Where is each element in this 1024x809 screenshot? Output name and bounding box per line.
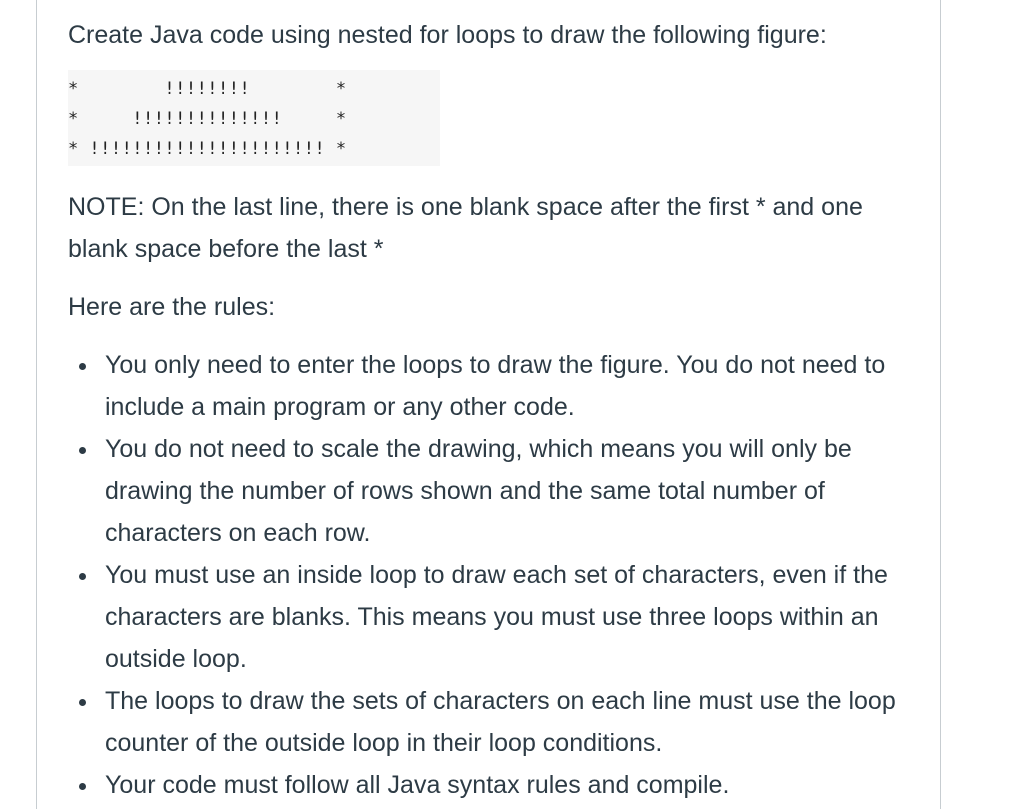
- rule-item: [68, 764, 905, 806]
- note-text: NOTE: On the last line, there is one blank space after the first * and one blank space before the last *: [68, 193, 863, 263]
- rule-item: [68, 680, 905, 764]
- content-border-right: [940, 0, 941, 809]
- figure-row-2: * !!!!!!!!!!!!!! *: [68, 109, 347, 129]
- bullet-icon: [79, 447, 86, 454]
- rule-item: [68, 428, 905, 554]
- bullet-icon: [79, 699, 86, 706]
- content-border-left: [36, 0, 37, 809]
- rule-text: Your code must follow all Java syntax rules and compile.: [105, 771, 730, 799]
- rule-text: You do not need to scale the drawing, which means you will only be drawing the number of rows shown and the same total number of characters on each row.: [105, 435, 852, 547]
- question-content: [68, 14, 918, 806]
- rules-heading: Here are the rules:: [68, 293, 276, 321]
- rule-text: You must use an inside loop to draw each set of characters, even if the characters are blanks. This means you must use three loops within an outside loop.: [105, 561, 888, 673]
- bullet-icon: [79, 783, 86, 790]
- rule-text: You only need to enter the loops to draw the figure. You do not need to include a main program or any other code.: [105, 351, 886, 421]
- ascii-figure: [68, 70, 440, 166]
- figure-row-1: * !!!!!!!! *: [68, 79, 347, 99]
- bullet-icon: [79, 573, 86, 580]
- rule-item: [68, 344, 905, 428]
- rules-list: [68, 344, 918, 806]
- question-intro: Create Java code using nested for loops to draw the following figure:: [68, 21, 827, 49]
- bullet-icon: [79, 363, 86, 370]
- rule-text: The loops to draw the sets of characters on each line must use the loop counter of the outside loop in their loop conditions.: [105, 687, 896, 757]
- figure-row-3: * !!!!!!!!!!!!!!!!!!!!!! *: [68, 139, 347, 159]
- rule-item: [68, 554, 905, 680]
